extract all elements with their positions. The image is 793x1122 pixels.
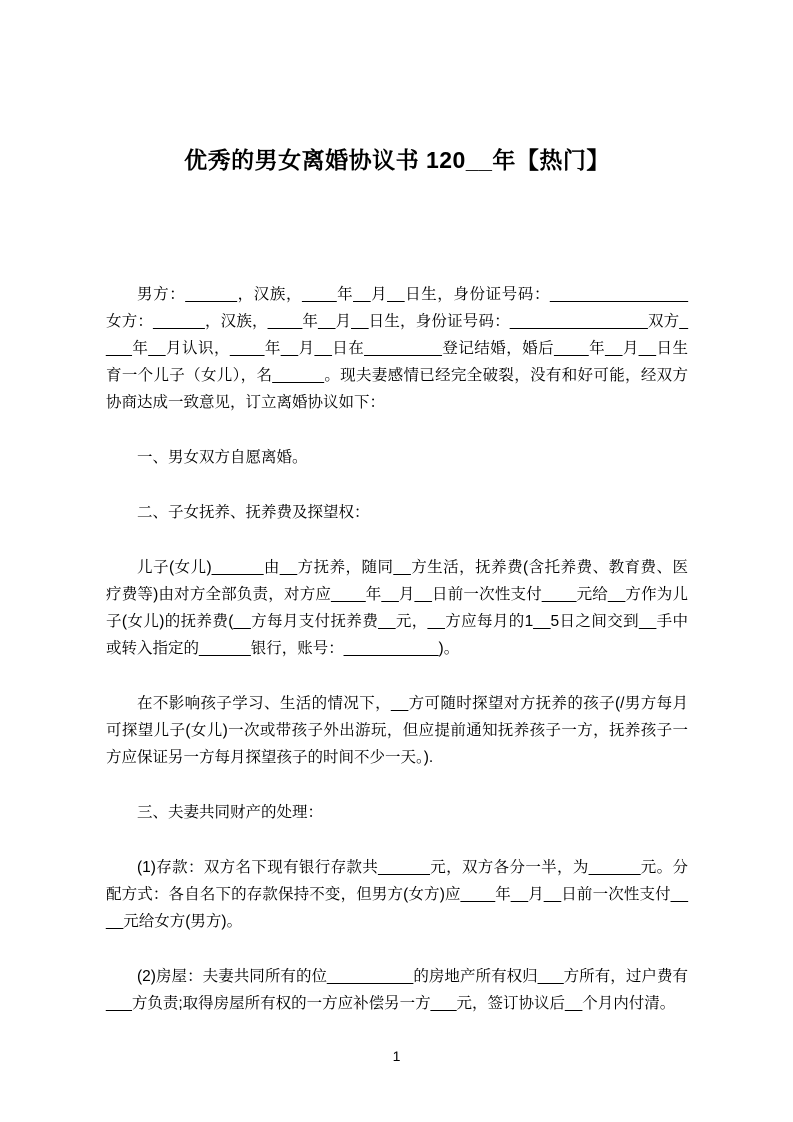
intro-paragraph: 男方：______，汉族，____年__月__日生，身份证号码：________________女方：______，汉族，____年__月__日生，身份证号码：________________双方____年__月认识，____年__月__日在_________登记结婚，婚后____年__月__日生育一个儿子（女儿），名______。现夫妻感情已经完全破裂，没有和好可能，经双方协商达成一致意见，订立离婚协议如下： <box>106 286 688 411</box>
document-title: 优秀的男女离婚协议书 120__年【热门】 <box>184 147 610 173</box>
clause-2-visitation-paragraph: 在不影响孩子学习、生活的情况下，__方可随时探望对方抚养的孩子(/男方每月可探望儿子(女儿)一次或带孩子外出游玩，但应提前通知抚养孩子一方，抚养孩子一方应保证另一方每月探望孩子的时间不少一天。). <box>106 695 688 766</box>
page-number: 1 <box>392 1048 401 1064</box>
clause-3-deposit-paragraph: (1)存款：双方名下现有银行存款共______元，双方各分一半，为______元。分配方式：各自名下的存款保持不变，但男方(女方)应____年__月__日前一次性支付____元给女方(男方)。 <box>106 859 688 930</box>
clause-3-heading-property: 三、夫妻共同财产的处理： <box>137 804 324 821</box>
clause-1-voluntary-divorce: 一、男女双方自愿离婚。 <box>137 449 308 466</box>
clause-2-custody-support-paragraph: 儿子(女儿)______由__方抚养，随同__方生活，抚养费(含托养费、教育费、医疗费等)由对方全部负责，对方应____年__月__日前一次性支付____元给__方作为儿子(女儿)的抚养费(__方每月支付抚养费__元，__方应每月的1__5日之间交到__手中或转入指定的______银行，账号：___________)。 <box>106 559 688 657</box>
clause-2-heading-custody: 二、子女抚养、抚养费及探望权： <box>137 504 370 521</box>
clause-3-house-paragraph: (2)房屋：夫妻共同所有的位__________的房地产所有权归___方所有，过户费有___方负责;取得房屋所有权的一方应补偿另一方___元，签订协议后__个月内付清。 <box>106 968 688 1012</box>
